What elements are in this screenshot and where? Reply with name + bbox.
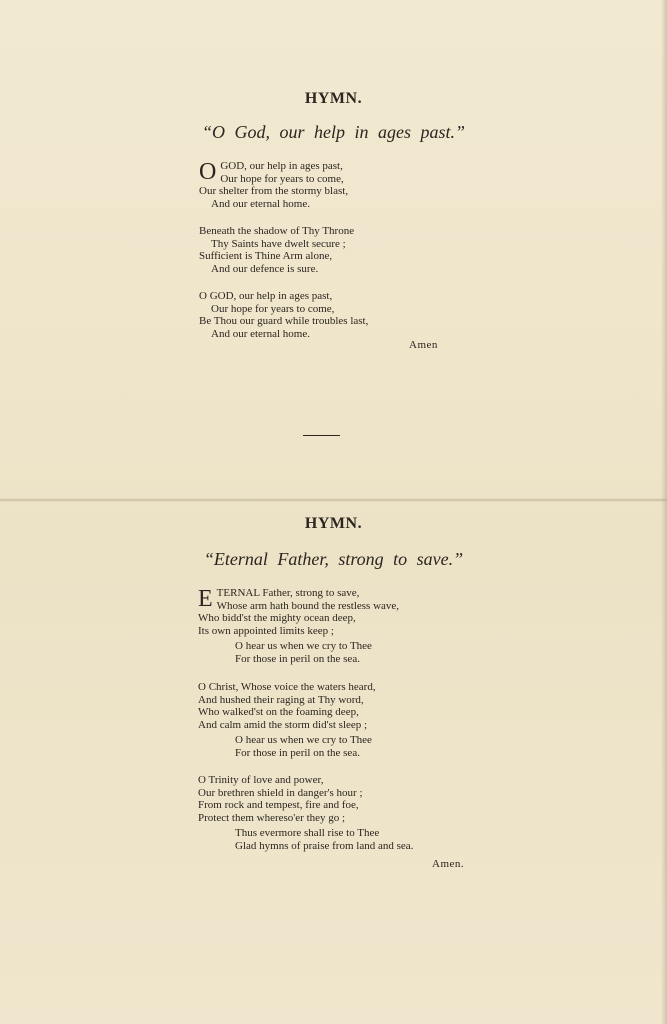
verse-line: Its own appointed limits keep ; [198, 624, 334, 637]
verse-line: Sufficient is Thine Arm alone, [199, 250, 333, 263]
paper-fold [0, 498, 667, 502]
verse-line: Our hope for years to come, [211, 302, 335, 315]
refrain-line: O hear us when we cry to Thee [235, 734, 372, 747]
verse-line: Beneath the shadow of Thy Throne [199, 225, 355, 237]
section-divider [303, 435, 340, 436]
hymn2-verse-2 [198, 681, 376, 760]
verse-line: GOD, our help in ages past, [220, 160, 343, 172]
hymn1-amen: Amen [409, 339, 438, 351]
hymn2-heading: HYMN. [304, 515, 363, 532]
verse-line: And our eternal home. [211, 327, 310, 340]
verse-line: O Christ, Whose voice the waters heard, [198, 681, 376, 693]
verse-line: And hushed their raging at Thy word, [198, 693, 364, 706]
refrain-line: O hear us when we cry to Thee [235, 640, 372, 653]
verse-line: And our eternal home. [211, 197, 310, 210]
refrain-line: Thus evermore shall rise to Thee [235, 827, 380, 840]
verse-line: Thy Saints have dwelt secure ; [211, 237, 346, 250]
verse-line: And our defence is sure. [211, 262, 319, 275]
verse-line: O GOD, our help in ages past, [199, 290, 333, 302]
verse-line: Our hope for years to come, [220, 172, 344, 185]
refrain-line: For those in peril on the sea. [235, 746, 360, 759]
hymn1-dropcap: O [199, 159, 217, 185]
verse-line: From rock and tempest, fire and foe, [198, 799, 359, 812]
refrain-line: For those in peril on the sea. [235, 652, 360, 665]
verse-line: Be Thou our guard while troubles last, [199, 315, 369, 328]
hymn2-verse-3 [198, 774, 413, 853]
paper-edge [661, 0, 667, 1024]
hymn1-heading: HYMN. [304, 90, 363, 107]
hymn1-verse-1 [199, 160, 348, 210]
verse-line: And calm amid the storm did'st sleep ; [198, 718, 368, 731]
hymn2-amen: Amen. [432, 858, 465, 870]
hymn1-title: “O God, our help in ages past.” [201, 122, 465, 142]
refrain-line: Glad hymns of praise from land and sea. [235, 839, 414, 852]
verse-line: Whose arm hath bound the restless wave, [216, 599, 400, 612]
verse-line: Who bidd'st the mighty ocean deep, [198, 612, 356, 625]
hymn1-verse-2 [199, 225, 354, 275]
verse-line: Protect them whereso'er they go ; [198, 811, 346, 824]
verse-line: O Trinity of love and power, [198, 774, 324, 786]
hymn2-verse-1 [198, 586, 400, 666]
verse-line: TERNAL Father, strong to save, [216, 587, 360, 599]
hymn2-title: “Eternal Father, strong to save.” [203, 549, 464, 569]
verse-line: Who walked'st on the foaming deep, [198, 706, 359, 719]
verse-line: Our shelter from the stormy blast, [199, 185, 349, 198]
hymn1-verse-3 [199, 290, 368, 340]
hymn2-dropcap: E [198, 586, 213, 612]
verse-line: Our brethren shield in danger's hour ; [198, 786, 363, 799]
